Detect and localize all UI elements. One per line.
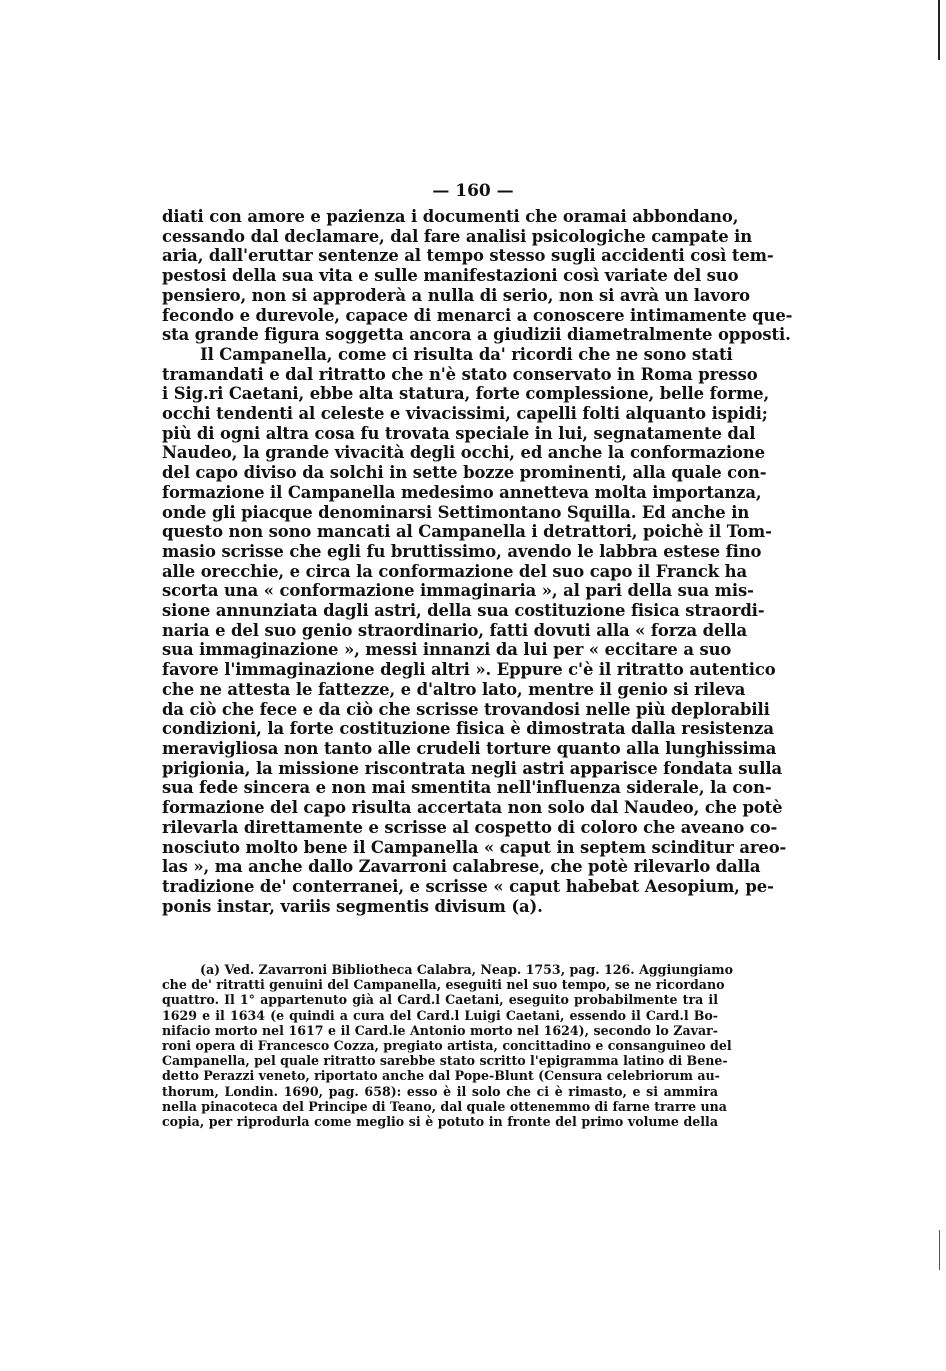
- text-line: sta grande figura soggetta ancora a giudizii diametralmente opposti.: [162, 325, 791, 345]
- footnote-line: thorum, Londin. 1690, pag. 658): esso è il solo che ci è rimasto, e si ammira: [162, 1083, 718, 1099]
- text-line: tradizione de' conterranei, e scrisse « caput habebat Aesopium, pe-: [162, 876, 774, 896]
- text-line: Il Campanella, come ci risulta da' ricordi che ne sono stati: [200, 344, 733, 364]
- text-line: più di ogni altra cosa fu trovata speciale in lui, segnatamente dal: [162, 423, 756, 443]
- footnote-line: nifacio morto nel 1617 e il Card.le Antonio morto nel 1624), secondo lo Zavar-: [162, 1022, 718, 1038]
- text-line: formazione il Campanella medesimo annetteva molta importanza,: [162, 482, 762, 502]
- text-line: sua immaginazione », messi innanzi da lui per « eccitare a suo: [162, 640, 732, 660]
- footnote-line: 1629 e il 1634 (e quindi a cura del Card.l Luigi Caetani, essendo il Card.l Bo-: [162, 1007, 718, 1023]
- text-line: scorta una « conformazione immaginaria », al pari della sua mis-: [162, 581, 754, 601]
- text-line: i Sig.ri Caetani, ebbe alta statura, forte complessione, belle forme,: [162, 384, 770, 404]
- page-edge-mark: [938, 0, 940, 60]
- text-line: nosciuto molto bene il Campanella « caput in septem scinditur areo-: [162, 837, 787, 857]
- text-line: occhi tendenti al celeste e vivacissimi, capelli folti alquanto ispidi;: [162, 404, 768, 424]
- footnote-line: quattro. Il 1° appartenuto già al Card.l Caetani, eseguito probabilmente tra il: [162, 992, 718, 1008]
- text-line: sione annunziata dagli astri, della sua costituzione fisica straordi-: [162, 601, 765, 621]
- text-line: da ciò che fece e da ciò che scrisse trovandosi nelle più deplorabili: [162, 699, 770, 719]
- text-line: favore l'immaginazione degli altri ». Eppure c'è il ritratto autentico: [162, 660, 776, 680]
- body-text: [162, 207, 793, 916]
- text-line: alle orecchie, e circa la conformazione del suo capo il Franck ha: [162, 561, 747, 581]
- text-line: del capo diviso da solchi in sette bozze prominenti, alla quale con-: [162, 463, 767, 483]
- text-line: tramandati e dal ritratto che n'è stato conservato in Roma presso: [162, 364, 758, 384]
- text-line: pensiero, non si approderà a nulla di serio, non si avrà un lavoro: [162, 285, 751, 305]
- footnote-line: (a) Ved. Zavarroni Bibliotheca Calabra, Neap. 1753, pag. 126. Aggiungiamo: [200, 962, 734, 977]
- text-line: ponis instar, variis segmentis divisum (a).: [162, 896, 543, 916]
- text-line: masio scrisse che egli fu bruttissimo, avendo le labbra estese fino: [162, 541, 762, 561]
- text-line: meravigliosa non tanto alle crudeli torture quanto alla lunghissima: [162, 738, 777, 758]
- footnote-line: nella pinacoteca del Principe di Teano, dal quale ottenemmo di farne trarre una: [162, 1098, 727, 1114]
- page-edge-mark-lower: [939, 1230, 940, 1270]
- footnote-line: Campanella, pel quale ritratto sarebbe stato scritto l'epigramma latino di Bene-: [162, 1053, 728, 1069]
- text-line: rilevarla direttamente e scrisse al cospetto di coloro che aveano co-: [162, 817, 778, 837]
- text-line: sua fede sincera e non mai smentita nell'influenza siderale, la con-: [162, 778, 772, 798]
- text-line: onde gli piacque denominarsi Settimontano Squilla. Ed anche in: [162, 502, 750, 522]
- text-line: condizioni, la forte costituzione fisica è dimostrata dalla resistenza: [162, 719, 774, 739]
- text-line: cessando dal declamare, dal fare analisi psicologiche campate in: [162, 226, 753, 246]
- footnote-line: roni opera di Francesco Cozza, pregiato artista, concittadino e consanguineo del: [162, 1038, 732, 1054]
- text-line: che ne attesta le fattezze, e d'altro lato, mentre il genio si rileva: [162, 679, 746, 699]
- text-line: formazione del capo risulta accertata non solo dal Naudeo, che potè: [162, 798, 783, 818]
- footnote-line: detto Perazzi veneto, riportato anche dal Pope-Blunt (Censura celebriorum au-: [162, 1068, 720, 1084]
- page-number: — 160 —: [432, 181, 514, 201]
- text-line: prigionia, la missione riscontrata negli astri apparisce fondata sulla: [162, 758, 782, 778]
- text-line: naria e del suo genio straordinario, fatti dovuti alla « forza della: [162, 620, 748, 640]
- text-line: fecondo e durevole, capace di menarci a conoscere intimamente que-: [162, 305, 793, 325]
- text-line: Naudeo, la grande vivacità degli occhi, ed anche la conformazione: [162, 443, 765, 463]
- text-line: aria, dall'eruttar sentenze al tempo stesso sugli accidenti così tem-: [162, 246, 774, 266]
- text-line: pestosi della sua vita e sulle manifestazioni così variate del suo: [162, 266, 739, 286]
- text-line: questo non sono mancati al Campanella i detrattori, poichè il Tom-: [162, 522, 772, 542]
- text-line: diati con amore e pazienza i documenti che oramai abbondano,: [162, 207, 739, 226]
- footnote-line: copia, per riprodurla come meglio si è potuto in fronte del primo volume della: [162, 1114, 718, 1130]
- footnote-line: che de' ritratti genuini del Campanella, eseguiti nel suo tempo, se ne ricordano: [162, 977, 725, 993]
- footnote: [162, 962, 734, 1130]
- text-line: las », ma anche dallo Zavarroni calabrese, che potè rilevarlo dalla: [162, 857, 761, 877]
